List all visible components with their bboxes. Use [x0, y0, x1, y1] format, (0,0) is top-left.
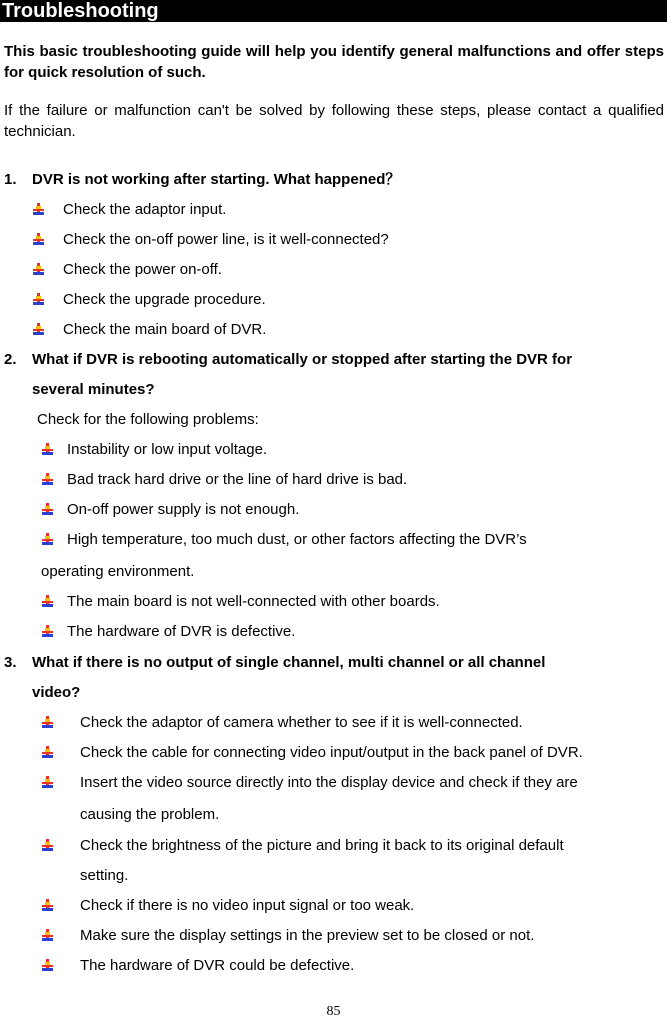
section-heading: What if DVR is rebooting automatically or stopped after starting the DVR for — [32, 351, 573, 368]
list-item: Check the power on-off. — [63, 261, 222, 278]
intro-bold-paragraph: This basic troubleshooting guide will help you identify general malfunctions and offer steps for quick resolution of such. — [4, 43, 664, 81]
list-item: On-off power supply is not enough. — [67, 501, 300, 518]
list-item: The main board is not well-connected with other boards. — [67, 593, 440, 610]
section-heading-cont: video? — [32, 684, 81, 701]
section-title: Troubleshooting — [2, 0, 159, 22]
page-number: 85 — [326, 1004, 341, 1019]
bullet-icon — [42, 899, 53, 911]
list-item: Bad track hard drive or the line of hard drive is bad. — [67, 471, 408, 488]
list-item: Check the main board of DVR. — [63, 321, 267, 338]
section-header — [0, 0, 667, 22]
list-item: Insert the video source directly into the display device and check if they are — [80, 774, 578, 791]
list-item: Check the brightness of the picture and bring it back to its original default — [80, 837, 564, 854]
list-item: Check if there is no video input signal or too weak. — [80, 897, 415, 914]
bullet-icon — [42, 625, 53, 637]
list-item: The hardware of DVR could be defective. — [80, 957, 355, 974]
list-item: Check the upgrade procedure. — [63, 291, 266, 308]
bullet-icon — [33, 293, 44, 305]
section-heading-cont: several minutes? — [32, 381, 155, 398]
bullet-icon — [42, 959, 53, 971]
section-heading: DVR is not working after starting. What happened？ — [32, 171, 401, 188]
list-item: Check the adaptor input. — [63, 201, 227, 218]
section-intro: Check for the following problems: — [37, 411, 259, 428]
bullet-icon — [33, 323, 44, 335]
bullet-icon — [42, 746, 53, 758]
section-number: 3. — [4, 654, 17, 671]
bullet-icon — [33, 233, 44, 245]
list-item: High temperature, too much dust, or other factors affecting the DVR’s — [67, 531, 527, 548]
list-item: Make sure the display settings in the preview set to be closed or not. — [80, 927, 535, 944]
bullet-icon — [42, 929, 53, 941]
list-item-cont: operating environment. — [41, 563, 195, 580]
bullet-icon — [42, 503, 53, 515]
bullet-icon — [33, 263, 44, 275]
bullet-icon — [33, 203, 44, 215]
list-item-cont: causing the problem. — [80, 806, 220, 823]
list-item: Check the cable for connecting video input/output in the back panel of DVR. — [80, 744, 583, 761]
bullet-icon — [42, 716, 53, 728]
bullet-icon — [42, 776, 53, 788]
section-number: 2. — [4, 351, 17, 368]
bullet-icon — [42, 443, 53, 455]
bullet-icon — [42, 595, 53, 607]
list-item-cont: setting. — [80, 867, 129, 884]
bullet-icon — [42, 839, 53, 851]
bullet-icon — [42, 533, 53, 545]
intro-paragraph: If the failure or malfunction can't be solved by following these steps, please contact a qualified technician. — [4, 102, 664, 140]
bullet-icon — [42, 473, 53, 485]
section-heading: What if there is no output of single channel, multi channel or all channel — [32, 654, 546, 671]
list-item: Check the on-off power line, is it well-connected? — [63, 231, 389, 248]
list-item: Instability or low input voltage. — [67, 441, 268, 458]
list-item: Check the adaptor of camera whether to see if it is well-connected. — [80, 714, 523, 731]
section-number: 1. — [4, 171, 17, 188]
list-item: The hardware of DVR is defective. — [67, 623, 296, 640]
